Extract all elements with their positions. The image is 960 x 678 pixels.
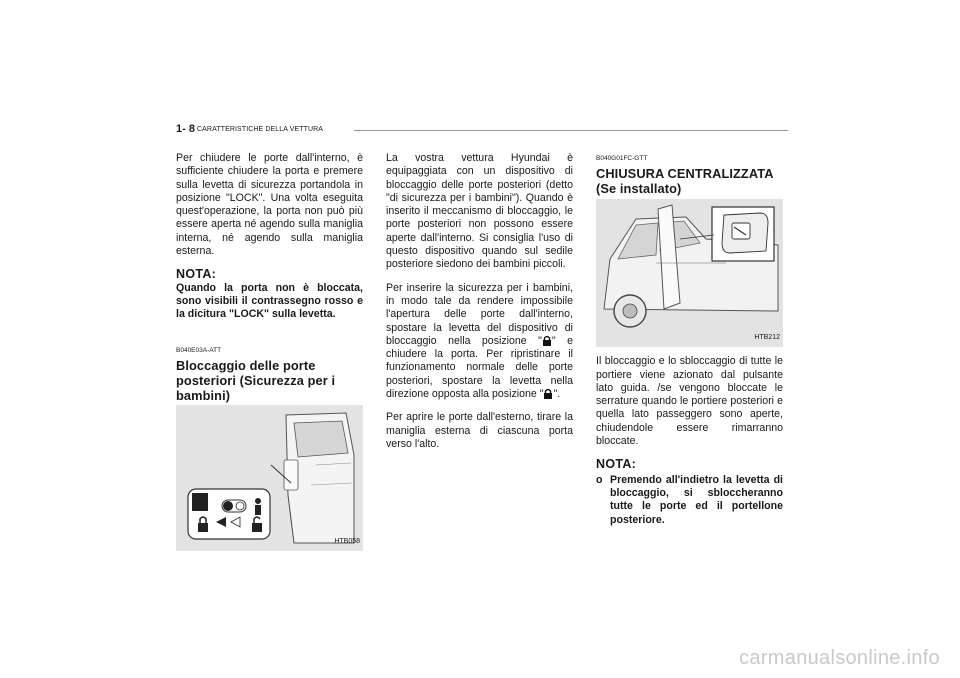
child-lock-description: La vostra vettura Hyundai è equipaggiata con un dispositivo di bloccaggio delle porte posteriori (detto "di sicurezza per i bambini"). Quando è inserito il meccanismo di bloccaggio, le porte posteriori non possono essere aperte dall'interno. Si consiglia l'uso di questo dispositivo quando sul sedile posteriore siedono dei bambini piccoli. [386, 152, 573, 271]
figure-caption: HTB058 [334, 537, 360, 545]
section-code: B040G01FC-GTT [596, 155, 648, 162]
bullet-text: Premendo all'indietro la levetta di bloccaggio, si sbloccheranno tutte le porte ed il portellone posteriore. [610, 473, 783, 526]
rear-door-illustration [176, 405, 363, 551]
lock-icon [542, 335, 552, 346]
nota-label: NOTA: [176, 267, 217, 282]
figure-caption: HTB212 [754, 334, 780, 341]
nota-bullet [596, 474, 783, 527]
nota-label: NOTA: [596, 457, 637, 472]
intro-paragraph: Per chiudere le porte dall'interno, è sufficiente chiudere la porta e premere sulla levetta di sicurezza portandola in posizione "LOCK". Una volta eseguita quest'operazione, la porta non può più essere aperta né agendo sulla maniglia interna, né agendo sulla maniglia esterna. [176, 152, 363, 258]
outside-opening-paragraph: Per aprire le porte dall'esterno, tirare la maniglia esterna di ciascuna porta verso l'alto. [386, 411, 573, 450]
column-middle [386, 152, 573, 461]
section-code: B040E03A-ATT [176, 346, 222, 354]
bullet-marker: o [596, 473, 603, 486]
section-heading: CHIUSURA CENTRALIZZATA (Se installato) [596, 166, 774, 197]
header-rule [354, 130, 788, 131]
car-door-illustration [596, 199, 783, 347]
section-title: CARATTERISTICHE DELLA VETTURA [197, 126, 324, 133]
child-lock-instructions [386, 282, 573, 402]
watermark: carmanualsonline.info [739, 647, 940, 669]
page-header [176, 124, 788, 138]
instructions-part-2: " e chiudere la porta. Per ripristinare il funzionamento normale delle porte posteriori, spostare la levetta nella direzione opposta alla posizione " [386, 334, 573, 401]
page-number: 1- 8 [176, 123, 195, 135]
child-lock-figure [176, 405, 363, 551]
instructions-part-3: ". [553, 388, 561, 401]
lock-icon-2 [543, 388, 553, 399]
central-locking-paragraph: Il bloccaggio e lo sbloccaggio di tutte le portiere viene azionato dal pulsante lato guida. /se vengono bloccate le serrature quando le portiere posteriori e quella lato passeggero sono aperte, chiudendole essere rimarranno bloccate. [596, 355, 783, 448]
nota-text: Quando la porta non è bloccata, sono visibili il contrassegno rosso e la dicitura "LOCK" sulla levetta. [176, 281, 363, 321]
section-heading: Bloccaggio delle porte posteriori (Sicurezza per i bambini) [176, 357, 336, 403]
column-left [176, 152, 363, 551]
instructions-part-1: Per inserire la sicurezza per i bambini, in modo tale da rendere impossibile l'apertura delle porte dall'interno, spostare la levetta del dispositivo di bloccaggio nella posizione " [386, 281, 573, 347]
column-right [596, 152, 783, 527]
central-locking-figure [596, 199, 783, 347]
